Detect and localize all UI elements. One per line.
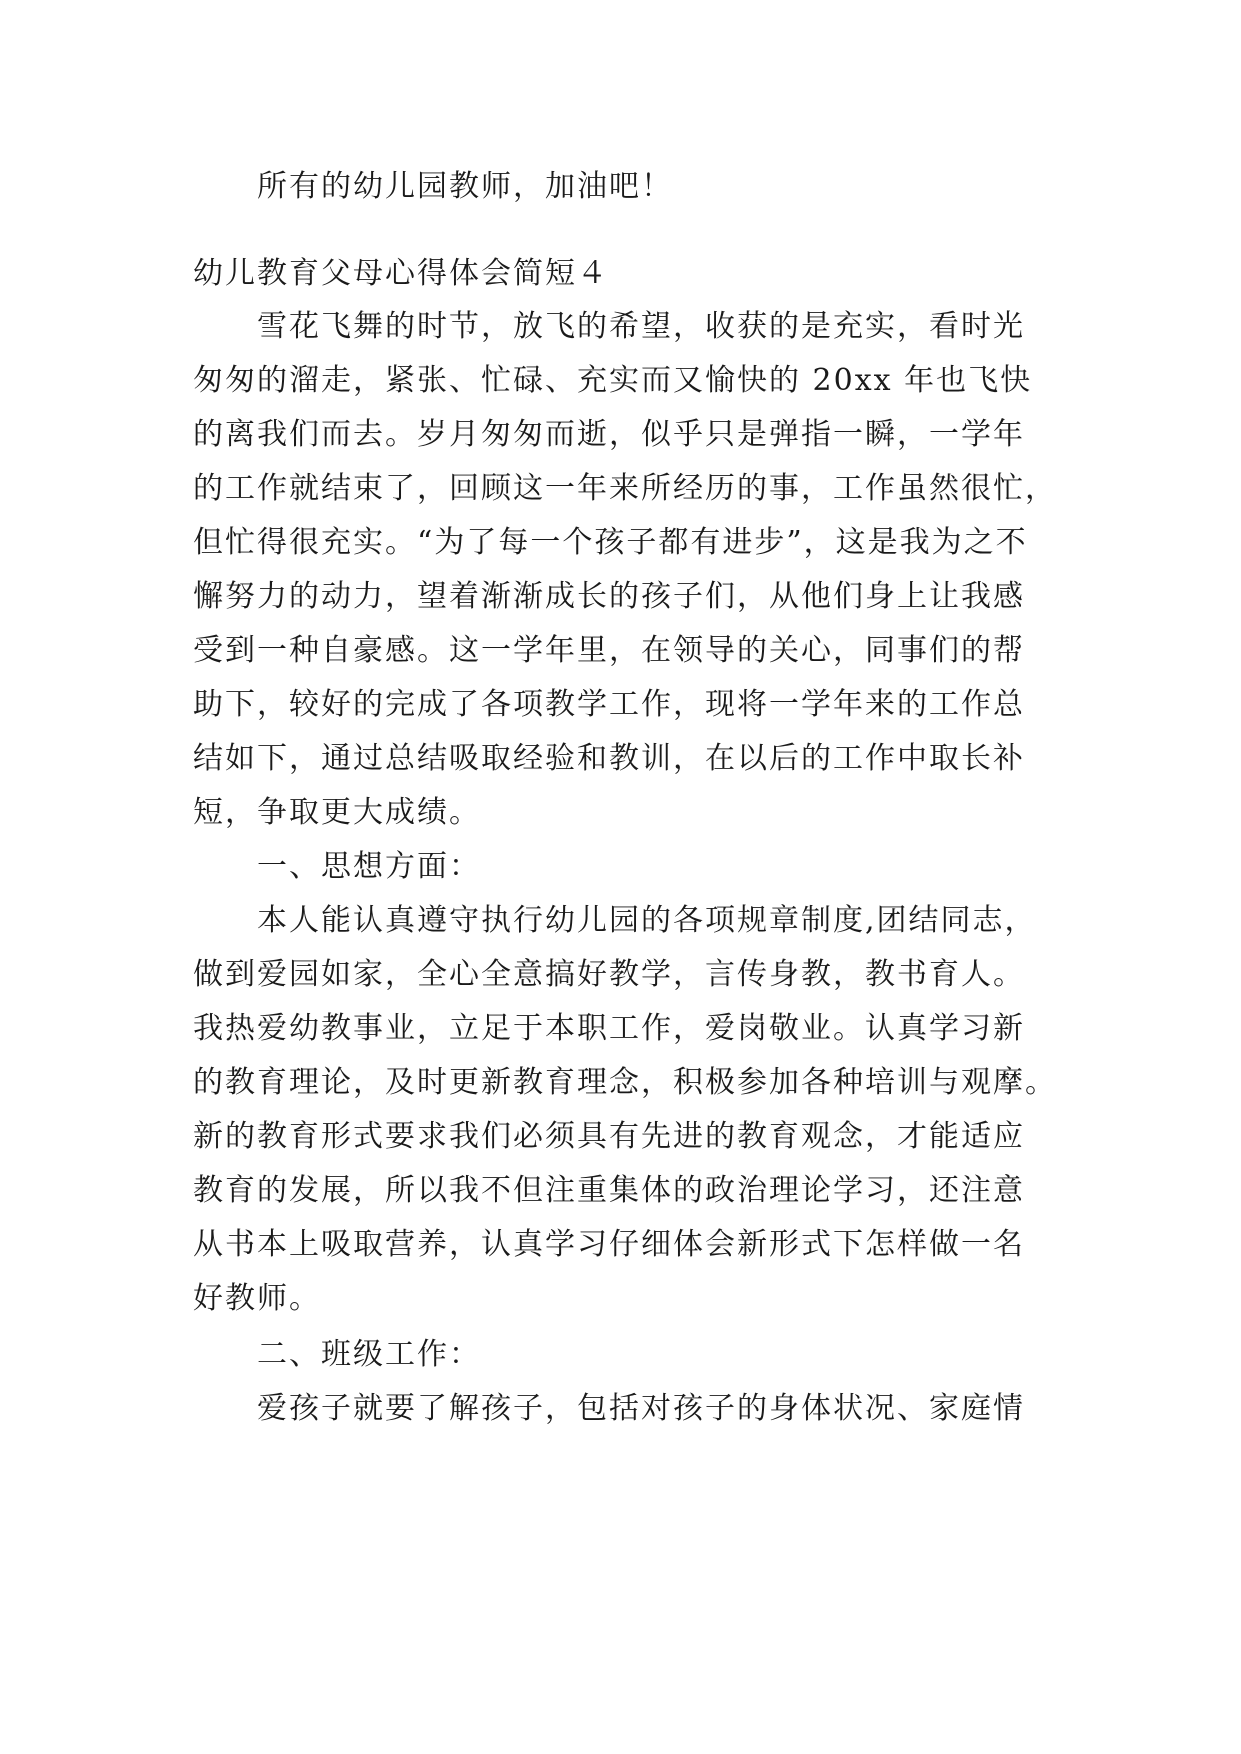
closing-line: 所有的幼儿园教师，加油吧！ bbox=[257, 169, 673, 204]
paragraph-line: 从书本上吸取营养，认真学习仔细体会新形式下怎样做一名 bbox=[193, 1227, 1025, 1262]
paragraph-line: 但忙得很充实。“为了每一个孩子都有进步”，这是我为之不 bbox=[193, 525, 1028, 560]
paragraph-line: 雪花飞舞的时节，放飞的希望，收获的是充实，看时光 bbox=[257, 309, 1025, 344]
paragraph-line: 我热爱幼教事业，立足于本职工作，爱岗敬业。认真学习新 bbox=[193, 1011, 1025, 1046]
section-heading: 一、思想方面： bbox=[257, 849, 481, 884]
paragraph-line: 教育的发展，所以我不但注重集体的政治理论学习，还注意 bbox=[193, 1173, 1025, 1208]
paragraph-line: 的工作就结束了，回顾这一年来所经历的事，工作虽然很忙， bbox=[193, 471, 1057, 506]
paragraph-line: 懈努力的动力，望着渐渐成长的孩子们，从他们身上让我感 bbox=[193, 579, 1025, 614]
paragraph-line: 新的教育形式要求我们必须具有先进的教育观念，才能适应 bbox=[193, 1119, 1025, 1154]
paragraph-line: 助下，较好的完成了各项教学工作，现将一学年来的工作总 bbox=[193, 687, 1025, 722]
paragraph-line: 做到爱园如家，全心全意搞好教学，言传身教，教书育人。 bbox=[193, 957, 1025, 992]
paragraph-line: 的离我们而去。岁月匆匆而逝，似乎只是弹指一瞬，一学年 bbox=[193, 417, 1025, 452]
paragraph-line: 爱孩子就要了解孩子，包括对孩子的身体状况、家庭情 bbox=[257, 1391, 1025, 1426]
paragraph-line: 本人能认真遵守执行幼儿园的各项规章制度,团结同志， bbox=[257, 903, 1037, 938]
section-heading: 二、班级工作： bbox=[257, 1337, 481, 1372]
paragraph-line: 好教师。 bbox=[193, 1281, 321, 1316]
paragraph-line: 受到一种自豪感。这一学年里，在领导的关心，同事们的帮 bbox=[193, 633, 1025, 668]
paragraph-line: 短，争取更大成绩。 bbox=[193, 795, 481, 830]
paragraph-line: 匆匆的溜走，紧张、忙碌、充实而又愉快的 20xx 年也飞快 bbox=[193, 363, 1033, 398]
paragraph-line: 结如下，通过总结吸取经验和教训，在以后的工作中取长补 bbox=[193, 741, 1025, 776]
section-title: 幼儿教育父母心得体会简短４ bbox=[193, 256, 609, 291]
paragraph-line: 的教育理论，及时更新教育理念，积极参加各种培训与观摩。 bbox=[193, 1065, 1057, 1100]
